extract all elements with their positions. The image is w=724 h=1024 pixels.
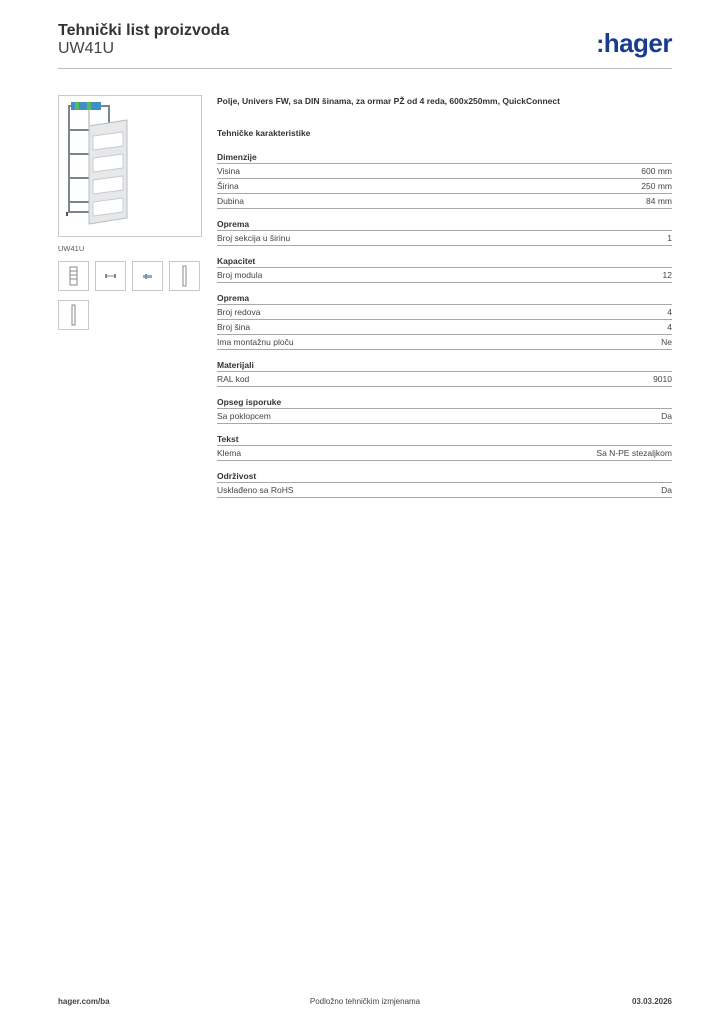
spec-row	[217, 268, 672, 283]
spec-row	[217, 372, 672, 387]
product-description: Polje, Univers FW, sa DIN šinama, za ormar PŽ od 4 reda, 600x250mm, QuickConnect	[217, 96, 560, 106]
vertical-rail-icon	[170, 262, 199, 290]
vertical-bar-icon	[59, 301, 88, 329]
logo-prefix: :	[596, 31, 604, 58]
thumbnail-5[interactable]	[58, 300, 89, 330]
spec-group	[217, 218, 672, 246]
spec-group-title: Opseg isporuke	[217, 396, 672, 409]
spec-group	[217, 433, 672, 461]
spec-label: Širina	[217, 181, 239, 191]
spec-label: Broj modula	[217, 270, 263, 280]
spec-value: 600 mm	[641, 166, 672, 176]
spec-value: 9010	[653, 374, 672, 384]
hager-logo	[596, 28, 672, 59]
spec-value: Da	[661, 485, 672, 495]
footer-website[interactable]: hager.com/ba	[58, 997, 110, 1006]
spec-groups	[217, 151, 672, 498]
specs-heading: Tehničke karakteristike	[217, 128, 311, 138]
spec-row	[217, 231, 672, 246]
spec-group-title: Oprema	[217, 292, 672, 305]
spec-row	[217, 483, 672, 498]
spec-label: Ima montažnu ploču	[217, 337, 294, 347]
spec-label: Klema	[217, 448, 242, 458]
spec-value: 1	[667, 233, 672, 243]
spec-row	[217, 335, 672, 350]
product-image[interactable]	[58, 95, 202, 237]
terminal-icon	[133, 262, 162, 290]
product-image-column	[58, 95, 202, 330]
spec-label: Usklađeno sa RoHS	[217, 485, 294, 495]
spec-value: 12	[662, 270, 672, 280]
thumbnail-1[interactable]	[58, 261, 89, 291]
spec-value: Da	[661, 411, 672, 421]
spec-label: Broj redova	[217, 307, 261, 317]
spec-group	[217, 292, 672, 350]
image-caption: UW41U	[58, 244, 85, 253]
spec-group	[217, 359, 672, 387]
spec-row	[217, 164, 672, 179]
spec-label: RAL kod	[217, 374, 250, 384]
logo-text: hager	[603, 28, 672, 58]
spec-group-title: Dimenzije	[217, 151, 672, 164]
thumbnail-2[interactable]	[95, 261, 126, 291]
spec-group-title: Materijali	[217, 359, 672, 372]
spec-group-title: Tekst	[217, 433, 672, 446]
spec-row	[217, 446, 672, 461]
spec-row	[217, 409, 672, 424]
spec-group-title: Oprema	[217, 218, 672, 231]
thumbnail-3[interactable]	[132, 261, 163, 291]
spec-label: Broj šina	[217, 322, 251, 332]
spec-value: Ne	[661, 337, 672, 347]
spec-value: 84 mm	[646, 196, 672, 206]
rail-frame-icon	[59, 262, 88, 290]
spec-row	[217, 305, 672, 320]
document-title: Tehnički list proizvoda	[58, 22, 230, 39]
spec-value: Sa N-PE stezaljkom	[596, 448, 672, 458]
thumbnail-gallery	[58, 261, 202, 330]
spec-row	[217, 179, 672, 194]
product-code: UW41U	[58, 40, 115, 57]
spec-group	[217, 255, 672, 283]
spec-group	[217, 151, 672, 209]
page-header	[58, 20, 672, 69]
specification-column	[217, 96, 672, 507]
din-rail-horizontal-icon	[96, 262, 125, 290]
footer-date: 03.03.2026	[631, 997, 672, 1006]
spec-group	[217, 396, 672, 424]
spec-label: Visina	[217, 166, 240, 176]
spec-label: Dubina	[217, 196, 244, 206]
spec-value: 4	[667, 322, 672, 332]
distribution-frame-illustration	[59, 96, 201, 236]
spec-row	[217, 194, 672, 209]
spec-label: Broj sekcija u širinu	[217, 233, 291, 243]
spec-group-title: Kapacitet	[217, 255, 672, 268]
spec-row	[217, 320, 672, 335]
spec-value: 250 mm	[641, 181, 672, 191]
spec-group-title: Održivost	[217, 470, 672, 483]
spec-label: Sa poklopcem	[217, 411, 271, 421]
thumbnail-4[interactable]	[169, 261, 200, 291]
spec-group	[217, 470, 672, 498]
footer-notice: Podložno tehničkim izmjenama	[309, 997, 421, 1006]
spec-value: 4	[667, 307, 672, 317]
